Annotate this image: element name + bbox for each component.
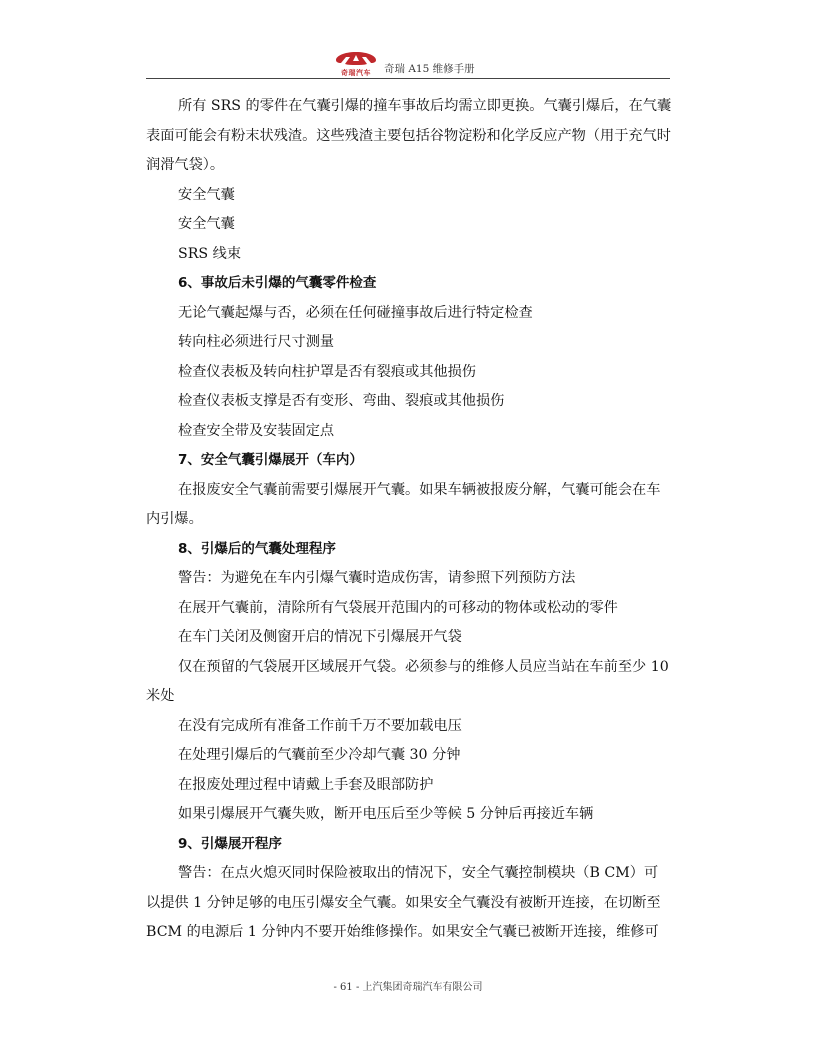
chery-logo-icon xyxy=(334,51,378,69)
body-paragraph: 仅在预留的气袋展开区域展开气袋。必须参与的维修人员应当站在车前至少 10 米处 xyxy=(146,658,669,704)
header-divider xyxy=(146,78,670,79)
body-paragraph: 安全气囊 xyxy=(178,186,235,203)
page-header xyxy=(146,48,670,80)
section-heading: 8、引爆后的气囊处理程序 xyxy=(178,540,336,557)
body-paragraph: 检查安全带及安装固定点 xyxy=(178,422,335,439)
body-paragraph: 在报废安全气囊前需要引爆展开气囊。如果车辆被报废分解，气囊可能会在车内引爆。 xyxy=(146,481,661,527)
body-paragraph: 警告：在点火熄灭同时保险被取出的情况下，安全气囊控制模块（B CM）可以提供 1 分钟足够的电压引爆安全气囊。如果安全气囊没有被断开连接，在切断至 BCM 的电源后 1 分钟内不要开始维修操作。如果安全气囊已被断开连接，维修可 xyxy=(146,865,661,940)
body-paragraph: 检查仪表板及转向柱护罩是否有裂痕或其他损伤 xyxy=(178,363,476,380)
body-paragraph: 所有 SRS 的零件在气囊引爆的撞车事故后均需立即更换。气囊引爆后，在气囊表面可能会有粉末状残渣。这些残渣主要包括谷物淀粉和化学反应产物（用于充气时润滑气袋）。 xyxy=(146,98,672,173)
body-paragraph: 在车门关闭及侧窗开启的情况下引爆展开气袋 xyxy=(178,629,462,645)
section-heading: 7、安全气囊引爆展开（车内） xyxy=(178,452,363,468)
body-paragraph: 检查仪表板支撑是否有变形、弯曲、裂痕或其他损伤 xyxy=(178,393,505,409)
logo-text: 奇瑞汽车 xyxy=(341,69,371,77)
document-body xyxy=(146,92,672,948)
chery-logo xyxy=(334,51,378,75)
section-heading: 6、事故后未引爆的气囊零件检查 xyxy=(178,275,377,291)
body-paragraph: 在报废处理过程中请戴上手套及眼部防护 xyxy=(178,776,434,793)
body-paragraph: 无论气囊起爆与否，必须在任何碰撞事故后进行特定检查 xyxy=(178,304,533,321)
manual-title: 奇瑞 A15 维修手册 xyxy=(384,63,475,75)
body-paragraph: 在处理引爆后的气囊前至少冷却气囊 30 分钟 xyxy=(178,747,461,763)
body-paragraph: 转向柱必须进行尺寸测量 xyxy=(178,334,335,350)
body-paragraph: 安全气囊 xyxy=(178,216,235,232)
body-paragraph: 如果引爆展开气囊失败，断开电压后至少等候 5 分钟后再接近车辆 xyxy=(178,806,594,822)
body-paragraph: SRS 线束 xyxy=(178,245,242,262)
body-paragraph: 在展开气囊前，清除所有气袋展开范围内的可移动的物体或松动的零件 xyxy=(178,599,618,616)
body-paragraph: 在没有完成所有准备工作前千万不要加载电压 xyxy=(178,717,462,734)
page-footer: - 61 - 上汽集团奇瑞汽车有限公司 xyxy=(333,982,483,993)
body-paragraph: 警告：为避免在车内引爆气囊时造成伤害，请参照下列预防方法 xyxy=(178,570,576,586)
section-heading: 9、引爆展开程序 xyxy=(178,835,282,852)
